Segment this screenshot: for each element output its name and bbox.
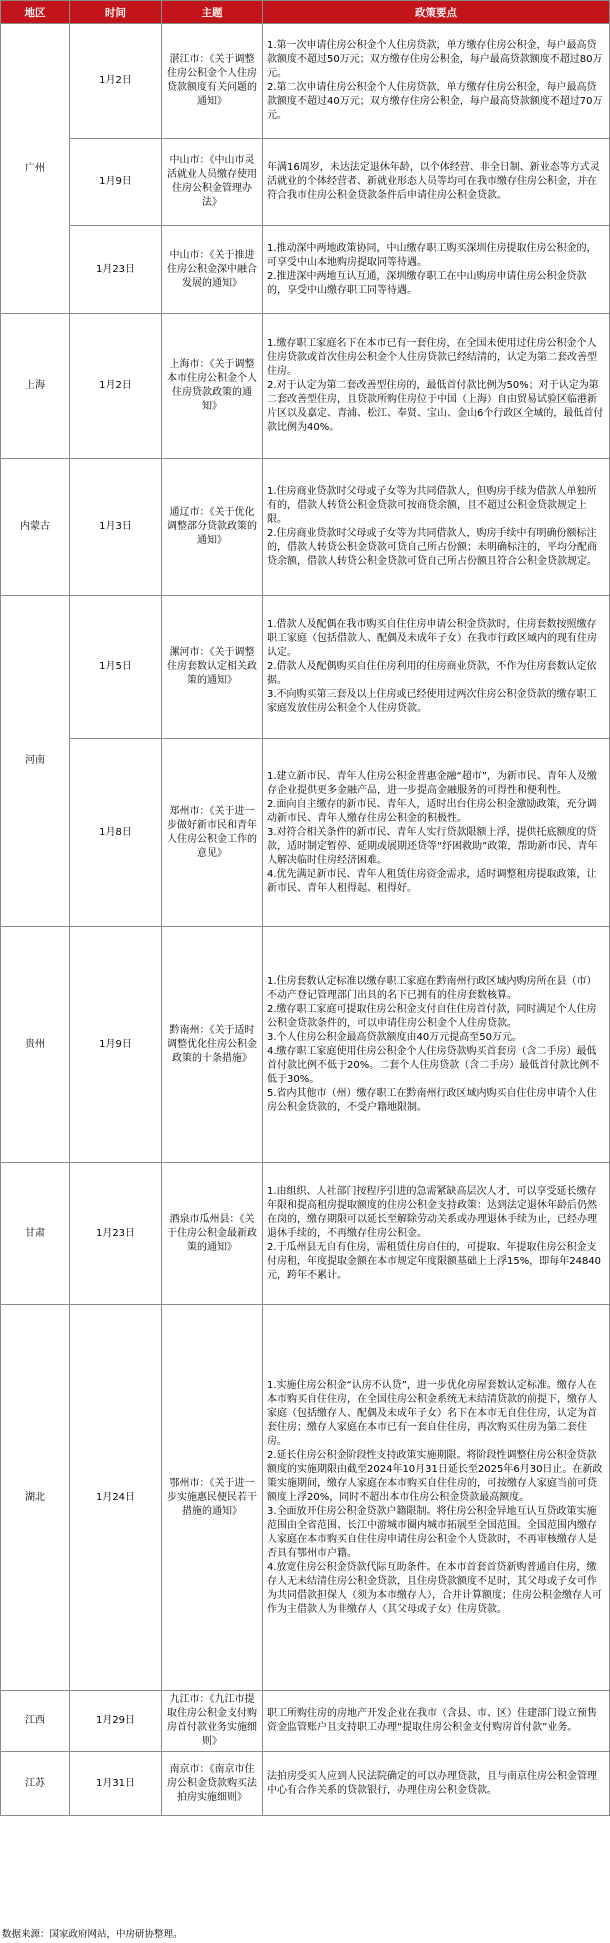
- region-cell: 贵州: [1, 927, 70, 1163]
- region-cell: 上海: [1, 314, 70, 459]
- region-cell: 湖北: [1, 1305, 70, 1691]
- table-row: [1, 1691, 610, 1752]
- point-item: 3.对符合相关条件的新市民、青年人实行贷款限额上浮，提供托底额度的贷款，适时制定暂停、延期或展期还贷等“纾困救助”政策，帮助新市民、青年人解决临时住房经济困难。: [267, 826, 598, 866]
- points-cell: [263, 927, 610, 1163]
- point-item: 2.对于认定为第二套改善型住房的，最低首付款比例为50%；对于认定为第二套改善型住房，且贷款所购住房位于中国（上海）自由贸易试验区临港新片区以及嘉定、青浦、松江、奉贤、宝山、金山6个行政区全域的，最低首付款比例为40%。: [267, 380, 604, 433]
- points-cell: [263, 139, 610, 226]
- table-row: [1, 927, 610, 1163]
- table-row: [1, 596, 610, 739]
- date-cell: 1月5日: [70, 596, 162, 739]
- topic-cell: 通辽市：《关于优化调整部分贷款政策的通知》: [162, 459, 263, 596]
- point-item: 1.由组织、人社部门按程序引进的急需紧缺高层次人才，可以享受延长缴存年限和提高租房提取额度的住房公积金支持政策：达到法定退休年龄后仍然在岗的，缴存期限可以延长至解除劳动关系或办理退休手续为止，已经办理退休手续的，不再缴存住房公积金。: [267, 1185, 597, 1239]
- point-item: 1.建立新市民、青年人住房公积金普惠金融“超市”，为新市民、青年人及缴存企业提供更多金融产品，进一步提高金融服务的可得性和便利性。: [267, 770, 597, 796]
- region-cell: 甘肃: [1, 1163, 70, 1305]
- date-cell: 1月23日: [70, 226, 162, 314]
- point-item: 2.于瓜州县无自有住房，需租赁住房自住的，可提取、年提取住房公积金支付房租，年度提取金额在本市规定年度限额基础上上浮15%，即每年24840元，跨年不累计。: [267, 1241, 602, 1281]
- date-cell: 1月8日: [70, 739, 162, 927]
- date-cell: 1月9日: [70, 139, 162, 226]
- topic-cell: 九江市：《九江市提取住房公积金支付购房首付款业务实施细则》: [162, 1691, 263, 1752]
- region-cell: 江西: [1, 1691, 70, 1752]
- date-cell: 1月23日: [70, 1163, 162, 1305]
- table-row: [1, 226, 610, 314]
- topic-cell: 中山市：《中山市灵活就业人员缴存使用住房公积金管理办法》: [162, 139, 263, 226]
- date-cell: 1月9日: [70, 927, 162, 1163]
- date-cell: 1月2日: [70, 314, 162, 459]
- point-item: 1.住房套数认定标准以缴存职工家庭在黔南州行政区域内购房所在县（市）不动产登记管理部门出具的名下已拥有的住房套数核算。: [267, 975, 597, 1001]
- table-row: [1, 459, 610, 596]
- date-cell: 1月24日: [70, 1305, 162, 1691]
- point-item: 2.缴存职工家庭可提取住房公积金支付自住住房首付款，同时满足个人住房公积金贷款条件的，可以申请住房公积金个人住房贷款。: [267, 1003, 597, 1029]
- table-row: [1, 1305, 610, 1691]
- point-item: 4.优先满足新市民、青年人租赁住房资金需求，适时调整租房提取政策，让新市民、青年人租得起、租得好。: [267, 868, 597, 894]
- topic-cell: 中山市：《关于推进住房公积金深中融合发展的通知》: [162, 226, 263, 314]
- point-item: 2.推进深中两地互认互通，深圳缴存职工在中山购房申请住房公积金贷款的，享受中山缴存职工同等待遇。: [267, 270, 587, 296]
- point-item: 职工所购住房的房地产开发企业在我市（含县、市、区）住建部门设立预售资金监管账户且支持职工办理“提取住房公积金支付购房首付款”业务。: [267, 1708, 597, 1733]
- date-cell: 1月2日: [70, 24, 162, 139]
- point-item: 2.延长住房公积金阶段性支持政策实施期限。将阶段性调整住房公积金贷款额度的实施期限由截至2024年10月31日延长至2025年6月30日止。在新政策实施期间，缴存人家庭在本市购买自住住房的，可按缴存人家庭当前可贷额度上浮20%，同时不超出本市住房公积金贷款最高额度。: [267, 1449, 603, 1503]
- point-item: 2.住房商业贷款时父母或子女等为共同借款人，购房手续中有明确份额标注的，借款人转贷公积金贷款可贷自己所占份额；未明确标注的，平均分配商贷余额，借款人转贷公积金贷款可贷自己所占份额且符合公积金贷款规定。: [267, 528, 597, 567]
- points-cell: [263, 596, 610, 739]
- header-topic: 主题: [162, 1, 263, 24]
- point-item: 1.推动深中两地政策协同，中山缴存职工购买深圳住房提取住房公积金的，可享受中山本地购房提取同等待遇。: [267, 242, 597, 268]
- table-row: [1, 1752, 610, 1816]
- date-cell: 1月31日: [70, 1752, 162, 1816]
- topic-cell: 上海市：《关于调整本市住房公积金个人住房贷款政策的通知》: [162, 314, 263, 459]
- topic-cell: 南京市：《南京市住房公积金贷款购买法拍房实施细则》: [162, 1752, 263, 1816]
- table-row: [1, 24, 610, 139]
- source-note: 数据来源：国家政府网站，中房研协整理。: [2, 1929, 183, 1940]
- topic-cell: 湛江市：《关于调整住房公积金个人住房贷款额度有关问题的通知》: [162, 24, 263, 139]
- point-item: 1.实施住房公积金“认房不认贷”，进一步优化房屋套数认定标准。缴存人在本市购买自住住房，在全国住房公积金系统无未结清贷款的前提下，缴存人家庭（包括缴存人、配偶及未成年子女）名下在本市无自住住房，认定为首套住房；缴存人家庭在本市已有一套自住住房，再次购买住房为第二套住房。: [267, 1379, 597, 1447]
- point-item: 2.借款人及配偶购买自住住房利用的住房商业贷款，不作为住房套数认定依据。: [267, 661, 597, 686]
- point-item: 4.缴存职工家庭使用住房公积金个人住房贷款购买首套房（含二手房）最低首付款比例不低于20%。二套个人住房贷款（含二手房）最低首付款比例不低于30%。: [267, 1045, 600, 1085]
- point-item: 3.不向购买第三套及以上住房或已经使用过两次住房公积金贷款的缴存职工家庭发放住房公积金个人住房贷款。: [267, 689, 597, 714]
- table-row: [1, 739, 610, 927]
- topic-cell: 黔南州：《关于适时调整优化住房公积金政策的十条措施》: [162, 927, 263, 1163]
- point-item: 1.住房商业贷款时父母或子女等为共同借款人，但购房手续为借款人单独所有的，借款人转贷公积金贷款可按商贷余额，且不超过公积金贷款规定上限。: [267, 486, 597, 525]
- points-cell: [263, 226, 610, 314]
- point-item: 3.全面放开住房公积金贷款户籍限制。将住房公积金异地互认互贷政策实施范围由全省范围、长江中游城市圈内城市拓展至全国范围。全国范围内缴存人家庭在本市购买自住住房申请住房公积金个人贷款时，不再审核缴存人是否具有鄂州市户籍。: [267, 1505, 597, 1559]
- region-cell: 内蒙古: [1, 459, 70, 596]
- points-cell: [263, 1163, 610, 1305]
- point-item: 年满16周岁，未达法定退休年龄，以个体经营、非全日制、新业态等方式灵活就业的个体经营者、新就业形态人员等均可在我市缴存住房公积金，并在符合我市住房公积金贷款条件后申请住房公积金贷款。: [267, 162, 600, 201]
- point-item: 1.借款人及配偶在我市购买自住住房申请公积金贷款时，住房套数按照缴存职工家庭（包括借款人、配偶及未成年子女）在我市行政区域内的现有住房认定。: [267, 619, 597, 658]
- date-cell: 1月29日: [70, 1691, 162, 1752]
- points-cell: [263, 459, 610, 596]
- point-item: 2.第二次申请住房公积金个人住房贷款，单方缴存住房公积金，每户最高贷款额度不超过40万元；双方缴存住房公积金，每户最高贷款额度不超过70万元。: [267, 82, 603, 121]
- topic-cell: 酒泉市瓜州县：《关于住房公积金最新政策的通知》: [162, 1163, 263, 1305]
- point-item: 2.面向自主缴存的新市民、青年人，适时出台住房公积金激励政策，充分调动新市民、青年人缴存住房公积金的积极性。: [267, 798, 597, 824]
- header-date: 时间: [70, 1, 162, 24]
- table-row: [1, 1163, 610, 1305]
- point-item: 3.个人住房公积金最高贷款额度由40万元提高至50万元。: [267, 1031, 522, 1043]
- point-item: 1.缴存职工家庭名下在本市已有一套住房，在全国未使用过住房公积金个人住房贷款或首次住房公积金个人住房贷款已经结清的，认定为第二套改善型住房。: [267, 338, 597, 377]
- point-item: 1.第一次申请住房公积金个人住房贷款，单方缴存住房公积金，每户最高贷款额度不超过50万元；双方缴存住房公积金，每户最高贷款额度不超过80万元。: [267, 40, 603, 79]
- table-row: [1, 139, 610, 226]
- points-cell: [263, 24, 610, 139]
- region-cell: 河南: [1, 596, 70, 927]
- table-header-row: [1, 1, 610, 24]
- point-item: 5.省内其他市（州）缴存职工在黔南州行政区域内购买自住住房申请个人住房公积金贷款的，不受户籍地限制。: [267, 1087, 597, 1113]
- topic-cell: 漯河市：《关于调整住房套数认定相关政策的通知》: [162, 596, 263, 739]
- topic-cell: 鄂州市：《关于进一步实施惠民便民若干措施的通知》: [162, 1305, 263, 1691]
- points-cell: [263, 1305, 610, 1691]
- table-row: [1, 314, 610, 459]
- header-region: 地区: [1, 1, 70, 24]
- point-item: 法拍房受买人应到人民法院确定的可以办理贷款，且与南京住房公积金管理中心有合作关系的贷款银行，办理住房公积金贷款。: [267, 1770, 597, 1796]
- header-points: 政策要点: [263, 1, 610, 24]
- points-cell: [263, 1752, 610, 1816]
- region-cell: 广州: [1, 24, 70, 314]
- points-cell: [263, 739, 610, 927]
- points-cell: [263, 314, 610, 459]
- points-cell: [263, 1691, 610, 1752]
- point-item: 4.放宽住房公积金贷款代际互助条件。在本市首套首贷新购普通自住房，缴存人无未结清住房公积金贷款，且住房贷款额度不足时，其父母或子女可作为共同借款担保人（须为本市缴存人），合并计算额度；住房公积金缴存人可作为主借款人为非缴存人（其父母或子女）住房贷款。: [267, 1561, 602, 1615]
- date-cell: 1月3日: [70, 459, 162, 596]
- topic-cell: 郑州市：《关于进一步做好新市民和青年人住房公积金工作的意见》: [162, 739, 263, 927]
- region-cell: 江苏: [1, 1752, 70, 1816]
